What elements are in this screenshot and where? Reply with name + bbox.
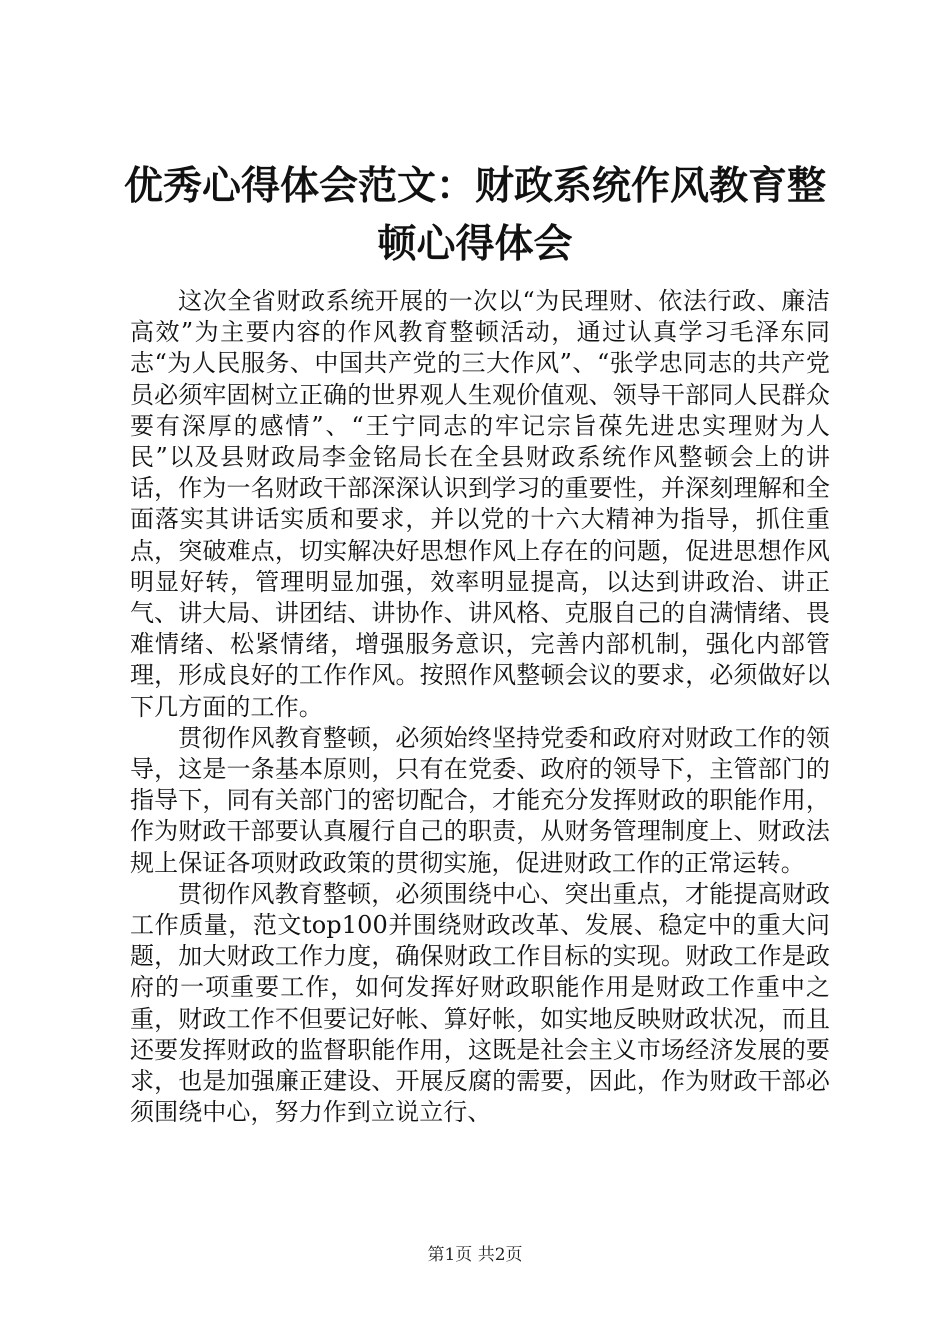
document-title: 优秀心得体会范文：财政系统作风教育整顿心得体会 <box>123 163 826 267</box>
page-number-footer: 第1页 共2页 <box>427 1245 523 1265</box>
body-paragraph: 贯彻作风教育整顿，必须围绕中心、突出重点，才能提高财政工作质量，范文top100并围绕财政改革、发展、稳定中的重大问题，加大财政工作力度，确保财政工作目标的实现。财政工作是政府的一项重要工作，如何发挥好财政职能作用是财政工作重中之重，财政工作不但要记好帐、算好帐，如实地反映财政状况，而且还要发挥财政的监督职能作用，这既是社会主义市场经济发展的要求，也是加强廉正建设、开展反腐的需要，因此，作为财政干部必须围绕中心，努力作到立说立行、 <box>130 879 830 1127</box>
body-paragraph: 这次全省财政系统开展的一次以“为民理财、依法行政、廉洁高效”为主要内容的作风教育整顿活动，通过认真学习毛泽东同志“为人民服务、中国共产党的三大作风”、“张学忠同志的共产党员必须牢固树立正确的世界观人生观价值观、领导干部同人民群众要有深厚的感情”、“王宁同志的牢记宗旨葆先进忠实理财为人民”以及县财政局李金铭局长在全县财政系统作风整顿会上的讲话，作为一名财政干部深深认识到学习的重要性，并深刻理解和全面落实其讲话实质和要求，并以党的十六大精神为指导，抓住重点，突破难点，切实解决好思想作风上存在的问题，促进思想作风明显好转，管理明显加强，效率明显提高，以达到讲政治、讲正气、讲大局、讲团结、讲协作、讲风格、克服自己的自满情绪、畏难情绪、松紧情绪，增强服务意识，完善内部机制，强化内部管理，形成良好的工作作风。按照作风整顿会议的要求，必须做好以下几方面的工作。 <box>130 287 830 721</box>
body-paragraph: 贯彻作风教育整顿，必须始终坚持党委和政府对财政工作的领导，这是一条基本原则，只有在党委、政府的领导下，主管部门的指导下，同有关部门的密切配合，才能充分发挥财政的职能作用，作为财政干部要认真履行自己的职责，从财务管理制度上、财政法规上保证各项财政政策的贯彻实施，促进财政工作的正常运转。 <box>130 723 830 877</box>
document-body <box>130 286 830 1128</box>
